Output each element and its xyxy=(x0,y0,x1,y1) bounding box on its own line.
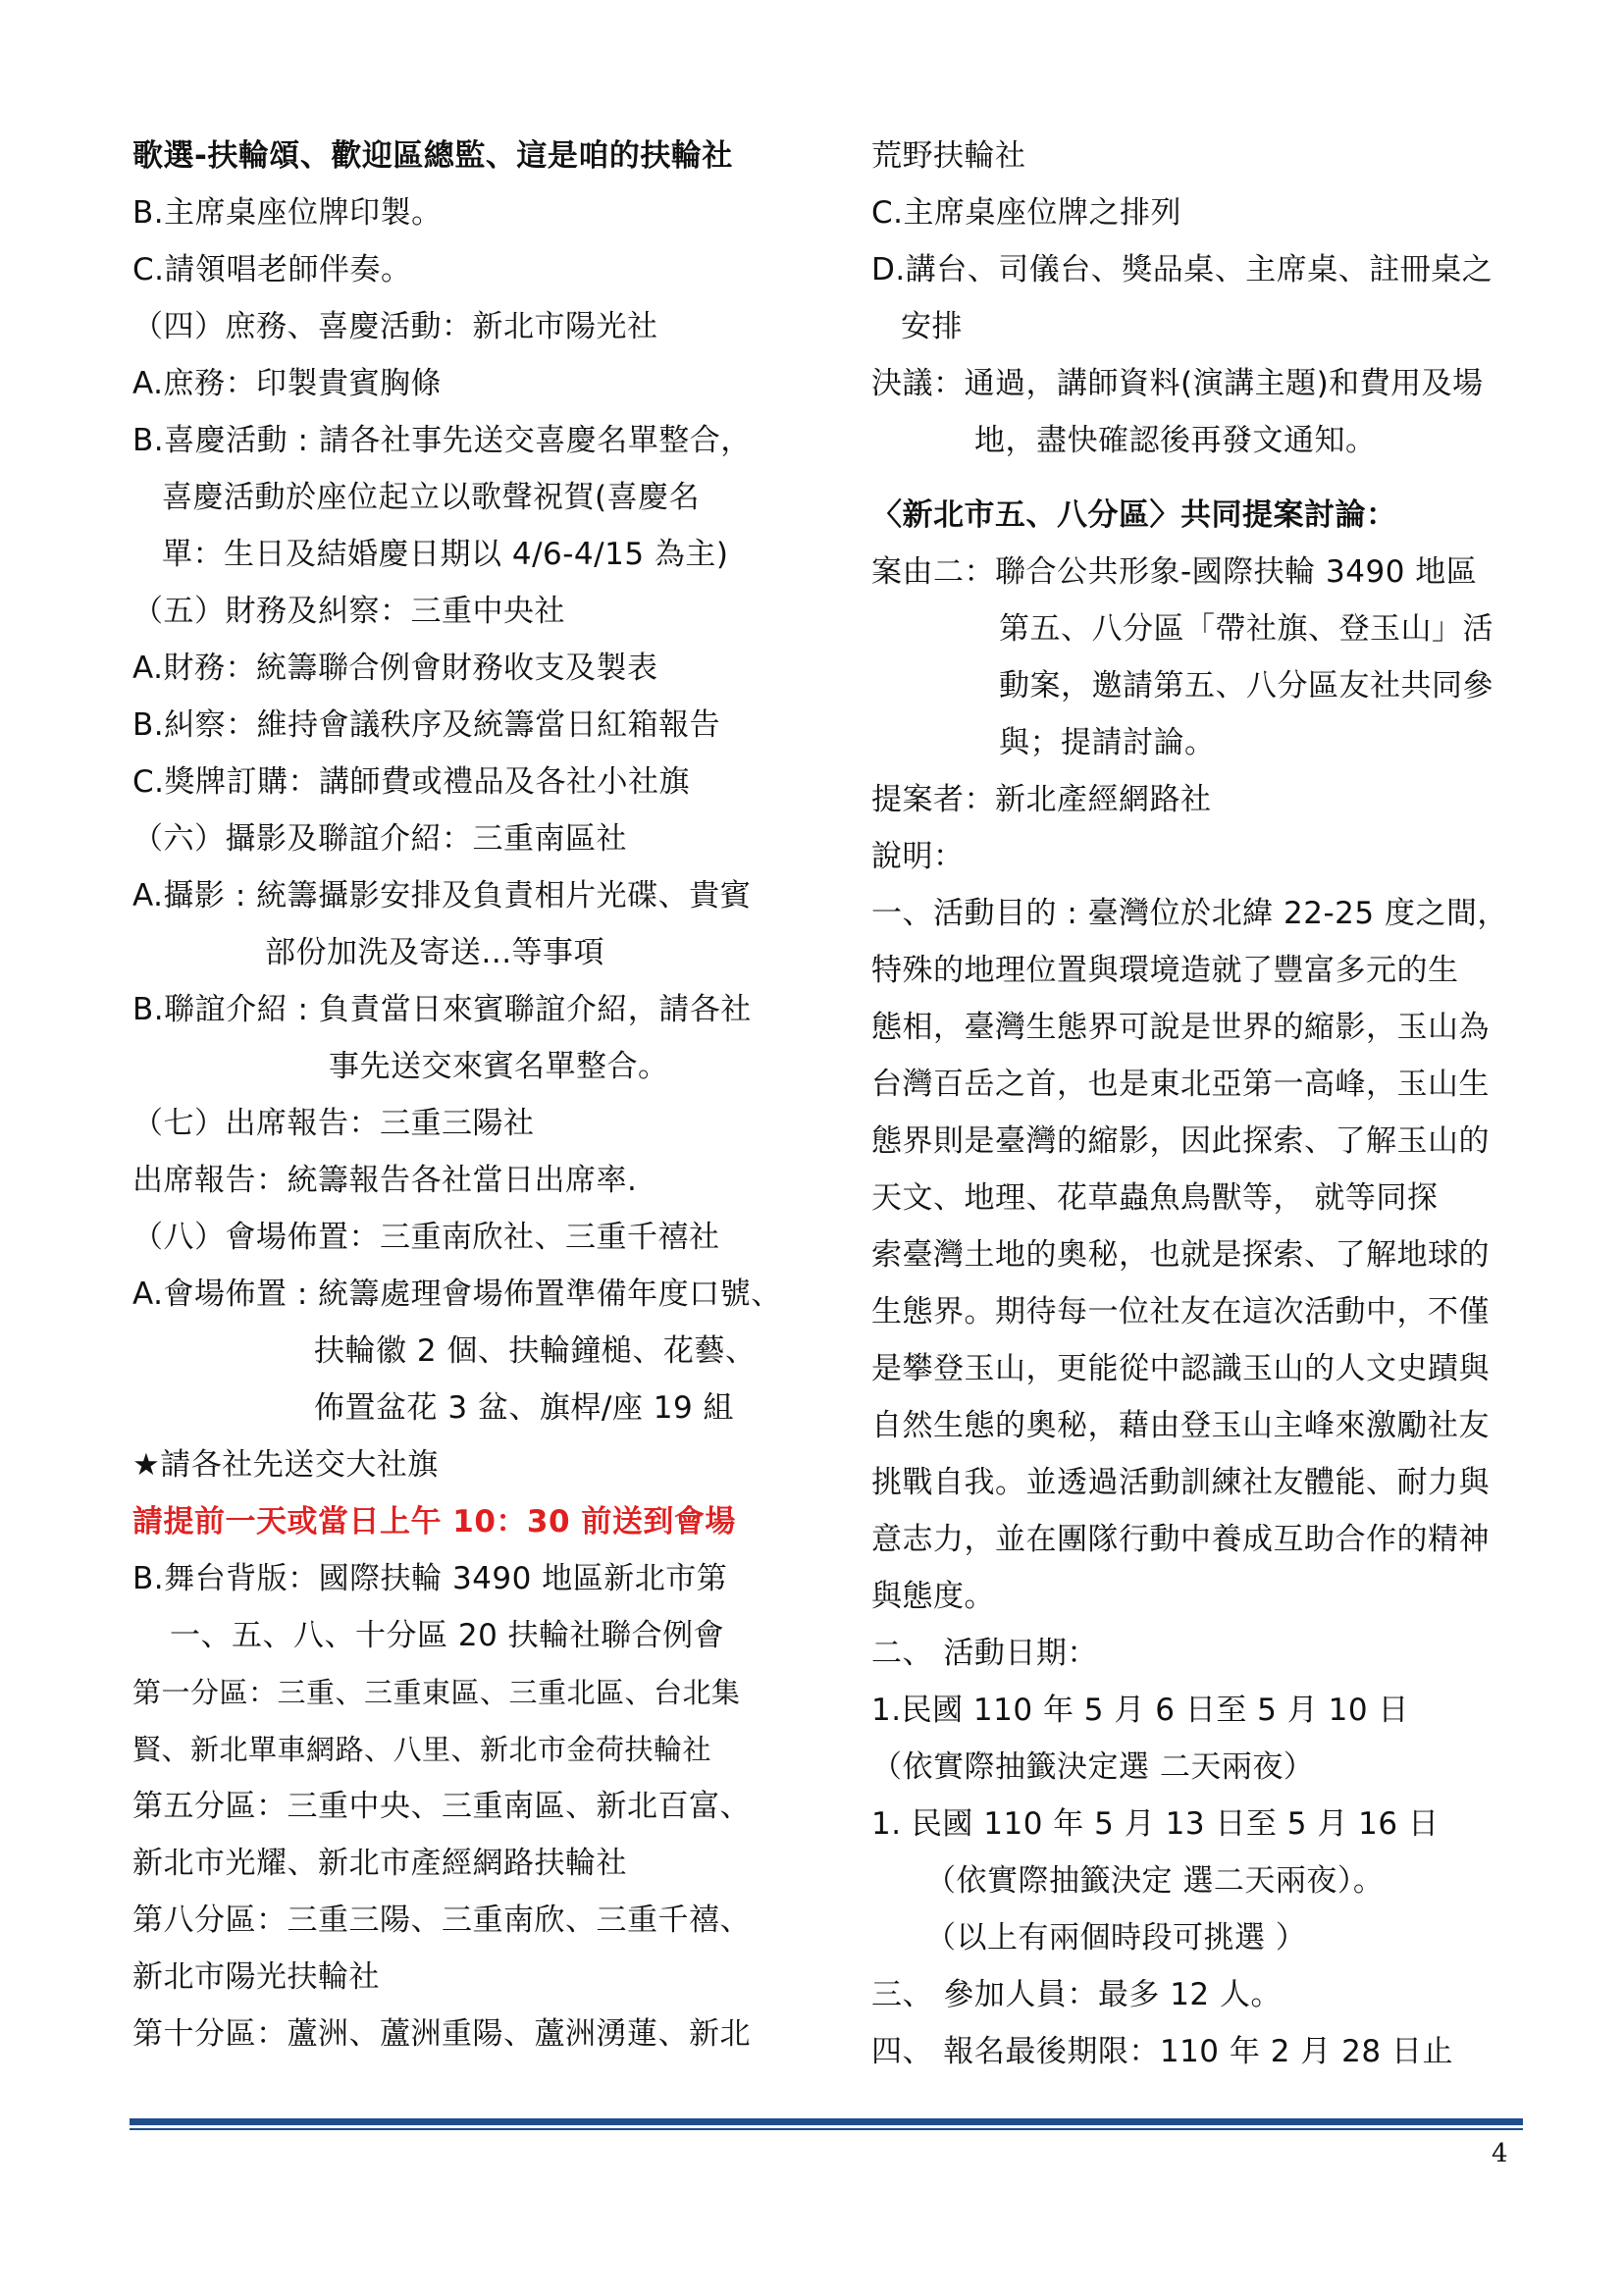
text-line: 案由二：聯合公共形象-國際扶輪 3490 地區 xyxy=(871,554,1478,590)
text-line: 一、活動目的 : 臺灣位於北緯 22-25 度之間， xyxy=(871,896,1508,931)
footer-rule-thin xyxy=(130,2128,1523,2130)
text-line: 地，盡快確認後再發文通知。 xyxy=(974,423,1377,458)
text-line: C.獎牌訂購：講師費或禮品及各社小社旗 xyxy=(132,764,690,800)
text-line: 與態度。 xyxy=(871,1579,995,1614)
text-line: C.請領唱老師伴奏。 xyxy=(132,252,412,287)
left-column xyxy=(132,128,782,2062)
text-line xyxy=(871,469,1519,487)
text-line: 荒野扶輪社 xyxy=(871,138,1026,174)
text-line: （八）會場佈置：三重南欣社、三重千禧社 xyxy=(132,1220,720,1255)
text-line: 安排 xyxy=(901,309,963,344)
right-column xyxy=(871,128,1519,2080)
text-line: 意志力，並在團隊行動中養成互助合作的精神 xyxy=(871,1522,1490,1557)
text-line: 特殊的地理位置與環境造就了豐富多元的生 xyxy=(871,953,1459,988)
text-line: ★請各社先送交大社旗 xyxy=(132,1447,439,1483)
text-line: 四、 報名最後期限：110 年 2 月 28 日止 xyxy=(871,2034,1453,2069)
text-line: （四）庶務、喜慶活動：新北市陽光社 xyxy=(132,309,658,344)
text-line: D.講台、司儀台、獎品桌、主席桌、註冊桌之 xyxy=(871,252,1493,287)
text-line: 事先送交來賓名單整合。 xyxy=(329,1049,669,1084)
text-line: A.財務：統籌聯合例會財務收支及製表 xyxy=(132,651,658,686)
text-line: A.攝影 : 統籌攝影安排及負責相片光碟、貴賓 xyxy=(132,878,752,913)
text-line: 三、 參加人員：最多 12 人。 xyxy=(871,1977,1283,2012)
text-line: 新北市光耀、新北市產經網路扶輪社 xyxy=(132,1846,627,1881)
text-line: 自然生態的奧秘，藉由登玉山主峰來激勵社友 xyxy=(871,1408,1490,1443)
text-line: 〈新北市五、八分區〉共同提案討論： xyxy=(871,497,1397,533)
text-line: B.主席桌座位牌印製。 xyxy=(132,195,443,231)
text-line: 單：生日及結婚慶日期以 4/6-4/15 為主) xyxy=(162,537,729,572)
text-line: C.主席桌座位牌之排列 xyxy=(871,195,1181,231)
text-line: B.喜慶活動 : 請各社事先送交喜慶名單整合， xyxy=(132,423,752,458)
text-line: 賢、新北單車網路、八里、新北市金荷扶輪社 xyxy=(132,1733,712,1766)
text-line: 歌選-扶輪頌、歡迎區總監、這是咱的扶輪社 xyxy=(132,138,733,174)
text-line: B.糾察：維持會議秩序及統籌當日紅箱報告 xyxy=(132,707,721,743)
text-line: 請提前一天或當日上午 10：30 前送到會場 xyxy=(132,1504,736,1539)
text-line: 喜慶活動於座位起立以歌聲祝賀(喜慶名 xyxy=(162,480,701,515)
text-line: （六）攝影及聯誼介紹：三重南區社 xyxy=(132,821,627,857)
text-line: 動案，邀請第五、八分區友社共同參 xyxy=(999,668,1493,704)
text-line: B.聯誼介紹 : 負責當日來賓聯誼介紹，請各社 xyxy=(132,992,752,1027)
text-line: B.舞台背版：國際扶輪 3490 地區新北市第 xyxy=(132,1561,728,1596)
text-line: 是攀登玉山，更能從中認識玉山的人文史蹟與 xyxy=(871,1351,1490,1386)
text-line: 說明： xyxy=(871,839,965,874)
text-line: 部份加洗及寄送...等事項 xyxy=(265,935,605,970)
text-line: 二、 活動日期： xyxy=(871,1636,1098,1671)
text-line: 第五分區：三重中央、三重南區、新北百富、 xyxy=(132,1789,751,1824)
text-line: 第十分區：蘆洲、蘆洲重陽、蘆洲湧蓮、新北 xyxy=(132,2016,751,2052)
page-number: 4 xyxy=(1492,2139,1508,2168)
text-line: 天文、地理、花草蟲魚鳥獸等， 就等同探 xyxy=(871,1180,1439,1216)
text-line: （五）財務及糾察：三重中央社 xyxy=(132,594,565,629)
text-line: 台灣百岳之首，也是東北亞第一高峰，玉山生 xyxy=(871,1067,1490,1102)
text-line: 1. 民國 110 年 5 月 13 日至 5 月 16 日 xyxy=(871,1806,1440,1842)
text-line: 態相，臺灣生態界可說是世界的縮影，玉山為 xyxy=(871,1010,1490,1045)
text-line: A.庶務：印製貴賓胸條 xyxy=(132,366,443,401)
text-line: 提案者：新北產經網路社 xyxy=(871,782,1212,817)
text-line: （七）出席報告：三重三陽社 xyxy=(132,1106,535,1141)
footer-rule xyxy=(130,2118,1523,2125)
text-line: （依實際抽籤決定選 二天兩夜） xyxy=(871,1749,1315,1785)
text-line: 索臺灣土地的奧秘，也就是探索、了解地球的 xyxy=(871,1237,1490,1273)
text-line: 新北市陽光扶輪社 xyxy=(132,1959,380,1995)
text-line: 第一分區：三重、三重東區、三重北區、台北集 xyxy=(132,1676,741,1709)
text-line: 1.民國 110 年 5 月 6 日至 5 月 10 日 xyxy=(871,1693,1409,1728)
text-line: 一、五、八、十分區 20 扶輪社聯合例會 xyxy=(170,1618,725,1653)
text-line: 佈置盆花 3 盆、旗桿/座 19 組 xyxy=(314,1390,735,1426)
text-line: 出席報告：統籌報告各社當日出席率. xyxy=(132,1163,638,1198)
text-line: A.會場佈置 : 統籌處理會場佈置準備年度口號、 xyxy=(132,1277,782,1312)
text-line: 第八分區：三重三陽、三重南欣、三重千禧、 xyxy=(132,1903,751,1938)
text-line: 第五、八分區「帶社旗、登玉山」活 xyxy=(999,611,1493,647)
text-line: 決議：通過，講師資料(演講主題)和費用及場 xyxy=(871,366,1484,401)
text-line: 與；提請討論。 xyxy=(999,725,1216,760)
text-line: 挑戰自我。並透過活動訓練社友體能、耐力與 xyxy=(871,1465,1490,1500)
text-line: 扶輪徽 2 個、扶輪鐘槌、花藝、 xyxy=(314,1333,757,1369)
text-line: （依實際抽籤決定 選二天兩夜）。 xyxy=(925,1863,1385,1899)
text-line: 態界則是臺灣的縮影，因此探索、了解玉山的 xyxy=(871,1123,1490,1159)
text-line: 生態界。期待每一位社友在這次活動中，不僅 xyxy=(871,1294,1490,1330)
text-line: （以上有兩個時段可挑選 ） xyxy=(925,1920,1307,1956)
